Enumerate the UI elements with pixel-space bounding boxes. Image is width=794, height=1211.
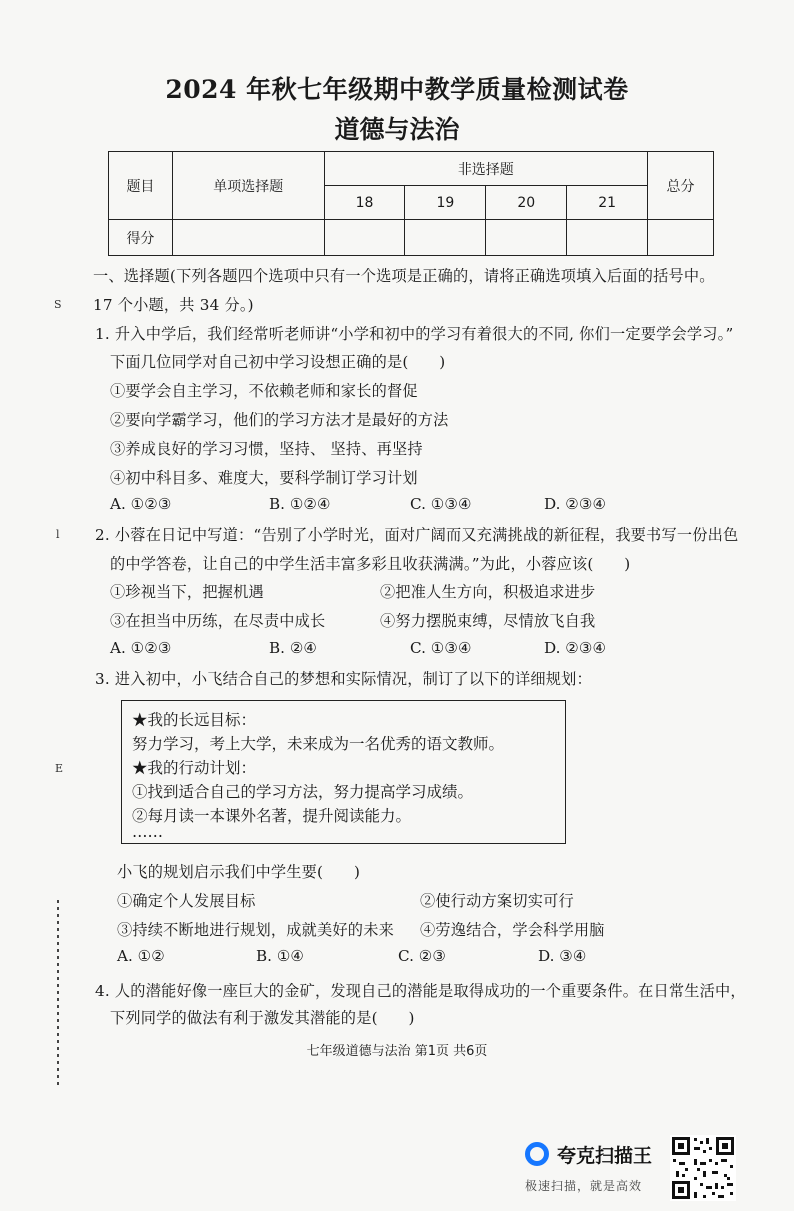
q3-stem: 3. 进入初中，小飞结合自己的梦想和实际情况，制订了以下的详细规划：: [95, 670, 592, 688]
score-cell[interactable]: [405, 220, 486, 256]
exam-subject: 道德与法治: [334, 115, 460, 144]
qr-code-icon: [670, 1135, 736, 1201]
score-table-topic-header: 题目: [109, 152, 173, 220]
section-instructions-cont: 17 个小题，共 34 分。): [93, 296, 254, 314]
section-instructions: 一、选择题(下列各题四个选项中只有一个选项是正确的，请将正确选项填入后面的括号中。: [93, 267, 715, 285]
score-table-single-choice-header: 单项选择题: [172, 152, 324, 220]
q1-statement: ④初中科目多、难度大，要科学制订学习计划: [110, 469, 418, 487]
q3-option-b[interactable]: B. ①④: [256, 947, 305, 965]
q3-statement: ③持续不断地进行规划，成就美好的未来: [117, 921, 394, 939]
q3-plan-box: [121, 700, 566, 844]
score-cell[interactable]: [648, 220, 714, 256]
q1-option-d[interactable]: D. ②③④: [544, 495, 607, 513]
q3-statement: ①确定个人发展目标: [117, 892, 256, 910]
binding-margin-mark: E: [55, 762, 64, 775]
q2-statement: ③在担当中历练，在尽责中成长: [110, 612, 326, 630]
plan-action-1: ①找到适合自己的学习方法，努力提高学习成绩。: [132, 783, 474, 801]
binding-line: [57, 900, 59, 1085]
q4-stem-cont: 下列同学的做法有利于激发其潜能的是( ): [110, 1009, 415, 1027]
exam-title: 2024 年秋七年级期中教学质量检测试卷: [165, 75, 629, 104]
score-cell[interactable]: [567, 220, 648, 256]
q2-option-d[interactable]: D. ②③④: [544, 639, 607, 657]
score-cell[interactable]: [324, 220, 405, 256]
binding-margin-mark: S: [54, 298, 62, 311]
q2-statement: ①珍视当下，把握机遇: [110, 583, 264, 601]
score-table: [108, 151, 714, 256]
score-table-q-number: 20: [486, 186, 567, 220]
q3-option-a[interactable]: A. ①②: [117, 947, 165, 965]
q1-stem: 1. 升入中学后，我们经常听老师讲“小学和初中的学习有着很大的不同, 你们一定要学会学习。”: [95, 325, 734, 343]
score-table-q-number: 21: [567, 186, 648, 220]
plan-goal-text: 努力学习，考上大学，未来成为一名优秀的语文教师。: [132, 735, 505, 753]
brand-tagline: 极速扫描，就是高效: [525, 1179, 643, 1193]
plan-action-2: ②每月读一本课外名著，提升阅读能力。: [132, 807, 412, 825]
q3-statement: ④劳逸结合，学会科学用脑: [420, 921, 605, 939]
q1-statement: ①要学会自主学习，不依赖老师和家长的督促: [110, 382, 418, 400]
score-table-nonselect-header: 非选择题: [324, 152, 647, 186]
q2-stem: 2. 小蓉在日记中写道：“告别了小学时光，面对广阔而又充满挑战的新征程，我要书写一份出色: [95, 526, 739, 544]
q3-option-c[interactable]: C. ②③: [398, 947, 446, 965]
q1-option-a[interactable]: A. ①②③: [110, 495, 172, 513]
quark-logo-icon: [525, 1142, 549, 1166]
plan-goal-title: ★我的长远目标：: [132, 711, 257, 729]
q2-option-b[interactable]: B. ②④: [269, 639, 318, 657]
score-table-q-number: 18: [324, 186, 405, 220]
q2-statement: ④努力摆脱束缚，尽情放飞自我: [380, 612, 596, 630]
q2-stem-cont: 的中学答卷，让自己的中学生活丰富多彩且收获满满。”为此，小蓉应该( ): [110, 555, 631, 573]
q1-option-b[interactable]: B. ①②④: [269, 495, 331, 513]
score-cell[interactable]: [172, 220, 324, 256]
q1-statement: ③养成良好的学习习惯，坚持、 坚持、再坚持: [110, 440, 423, 458]
scanner-brand: [525, 1140, 665, 1170]
q2-option-a[interactable]: A. ①②③: [110, 639, 172, 657]
binding-margin-mark: l: [56, 528, 60, 541]
q3-option-d[interactable]: D. ③④: [538, 947, 587, 965]
q3-question: 小飞的规划启示我们中学生要( ): [117, 863, 361, 881]
score-table-q-number: 19: [405, 186, 486, 220]
score-table-total-header: 总分: [648, 152, 714, 220]
q1-option-c[interactable]: C. ①③④: [410, 495, 472, 513]
q3-statement: ②使行动方案切实可行: [420, 892, 574, 910]
score-cell[interactable]: [486, 220, 567, 256]
brand-name: 夸克扫描王: [557, 1145, 653, 1167]
q2-statement: ②把准人生方向，积极追求进步: [380, 583, 596, 601]
q4-stem: 4. 人的潜能好像一座巨大的金矿，发现自己的潜能是取得成功的一个重要条件。在日常生活中，: [95, 982, 746, 1000]
q2-option-c[interactable]: C. ①③④: [410, 639, 472, 657]
plan-action-title: ★我的行动计划：: [132, 759, 257, 777]
q1-statement: ②要向学霸学习，他们的学习方法才是最好的方法: [110, 411, 449, 429]
score-table-score-label: 得分: [109, 220, 173, 256]
page-footer: 七年级道德与法治 第1页 共6页: [306, 1044, 488, 1059]
plan-ellipsis: ……: [132, 823, 163, 841]
q1-stem-cont: 下面几位同学对自己初中学习设想正确的是( ): [110, 353, 446, 371]
